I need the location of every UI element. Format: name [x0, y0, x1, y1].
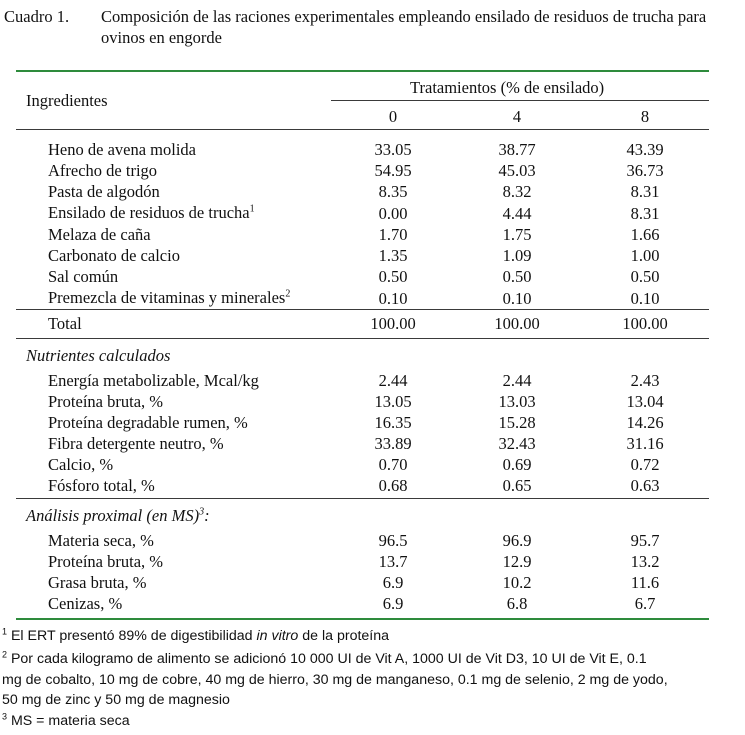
row-value: 32.43: [498, 434, 536, 453]
table-top-rule: [16, 70, 709, 72]
footnote-2-line-3: 50 mg de zinc y 50 mg de magnesio: [2, 692, 230, 708]
row-value: 2.44: [502, 371, 532, 390]
row-value: 1.70: [378, 225, 408, 244]
row-label: Calcio, %: [48, 455, 114, 474]
row-value: 1.09: [502, 246, 532, 265]
caption-title: Composición de las raciones experimentales empleando ensilado de residuos de trucha para ovinos en engorde: [101, 7, 707, 47]
row-value: 6.8: [506, 594, 528, 613]
row-value: 2.44: [378, 371, 408, 390]
footnote-text: MS = materia seca: [7, 713, 130, 729]
row-value: 13.2: [630, 552, 660, 571]
footnote-text: El ERT presentó 89% de digestibilidad: [7, 628, 257, 644]
proximal-heading: [26, 506, 210, 526]
header-bottom-rule: [16, 129, 709, 130]
row-value: 1.66: [630, 225, 660, 244]
footnote-mark: 1: [2, 626, 8, 637]
row-value: 0.50: [630, 267, 660, 286]
proximal-top-rule: [16, 498, 709, 499]
row-label: Proteína degradable rumen, %: [48, 413, 248, 432]
footnote-italic: in vitro: [256, 628, 299, 644]
footnote-2: [2, 650, 647, 669]
header-level-4: 4: [512, 107, 522, 126]
row-label-text: Premezcla de vitaminas y minerales: [48, 288, 286, 307]
row-value: 8.32: [502, 182, 532, 201]
header-treatments-rule: [331, 100, 709, 101]
table-bottom-rule: [16, 618, 709, 620]
row-value: 4.44: [502, 204, 532, 223]
row-value: 0.70: [378, 455, 408, 474]
row-value: 13.7: [378, 552, 408, 571]
row-label: Sal común: [48, 267, 119, 286]
row-value: 45.03: [498, 161, 536, 180]
row-value: 33.89: [374, 434, 412, 453]
footnote-mark: 3: [199, 506, 205, 518]
total-value: 100.00: [494, 314, 540, 333]
row-value: 13.04: [626, 392, 664, 411]
row-label-text: Ensilado de residuos de trucha: [48, 203, 250, 222]
row-value: 96.9: [502, 531, 532, 550]
total-top-rule: [16, 309, 709, 310]
row-value: 6.7: [634, 594, 656, 613]
footnote-1: [2, 627, 389, 646]
nutrients-heading: Nutrientes calculados: [26, 346, 171, 365]
footnote-3: [2, 712, 130, 731]
row-label: [48, 288, 290, 308]
row-label: Energía metabolizable, Mcal/kg: [48, 371, 259, 390]
row-value: 1.00: [630, 246, 660, 265]
row-value: 6.9: [382, 594, 404, 613]
footnote-text: de la proteína: [298, 628, 390, 644]
row-value: 33.05: [374, 140, 412, 159]
row-value: 11.6: [630, 573, 660, 592]
row-value: 0.63: [630, 476, 660, 495]
row-value: 43.39: [626, 140, 664, 159]
footnote-text: Por cada kilogramo de alimento se adicionó 10 000 UI de Vit A, 1000 UI de Vit D3, 10 UI de Vit E, 0.1: [7, 651, 647, 667]
row-value: 13.03: [498, 392, 536, 411]
row-value: 10.2: [502, 573, 532, 592]
row-value: 2.43: [630, 371, 660, 390]
row-value: 96.5: [378, 531, 408, 550]
row-value: 0.10: [378, 289, 408, 308]
header-level-8: 8: [640, 107, 650, 126]
row-label: [48, 203, 255, 223]
total-label: Total: [48, 314, 82, 333]
row-value: 14.26: [626, 413, 664, 432]
header-level-0: 0: [388, 107, 398, 126]
row-value: 1.75: [502, 225, 532, 244]
row-value: 0.00: [378, 204, 408, 223]
footnote-mark: 2: [285, 288, 291, 300]
row-value: 0.10: [502, 289, 532, 308]
row-value: 0.10: [630, 289, 660, 308]
header-ingredients: Ingredientes: [26, 91, 108, 110]
row-value: 0.69: [502, 455, 532, 474]
row-value: 36.73: [626, 161, 664, 180]
row-value: 0.50: [502, 267, 532, 286]
row-value: 15.28: [498, 413, 536, 432]
row-label: Carbonato de calcio: [48, 246, 180, 265]
proximal-heading-colon: :: [204, 506, 210, 525]
footnote-mark: 2: [2, 649, 8, 660]
row-value: 12.9: [502, 552, 532, 571]
row-value: 1.35: [378, 246, 408, 265]
row-label: Afrecho de trigo: [48, 161, 158, 180]
row-label: Fibra detergente neutro, %: [48, 434, 224, 453]
row-value: 8.31: [630, 182, 660, 201]
row-value: 6.9: [382, 573, 404, 592]
row-value: 0.68: [378, 476, 408, 495]
row-label: Cenizas, %: [48, 594, 123, 613]
row-value: 38.77: [498, 140, 536, 159]
row-label: Proteína bruta, %: [48, 552, 164, 571]
row-label: Heno de avena molida: [48, 140, 196, 159]
total-value: 100.00: [370, 314, 416, 333]
row-value: 95.7: [630, 531, 660, 550]
row-value: 8.31: [630, 204, 660, 223]
row-value: 0.50: [378, 267, 408, 286]
row-label: Proteína bruta, %: [48, 392, 164, 411]
total-value: 100.00: [622, 314, 668, 333]
row-label: Materia seca, %: [48, 531, 154, 550]
row-value: 31.16: [626, 434, 664, 453]
row-label: Pasta de algodón: [48, 182, 160, 201]
row-value: 0.65: [502, 476, 532, 495]
footnote-mark: 3: [2, 711, 8, 722]
nutrients-top-rule: [16, 338, 709, 339]
proximal-heading-text: Análisis proximal (en MS): [26, 506, 200, 525]
row-value: 54.95: [374, 161, 412, 180]
footnote-2-line-2: mg de cobalto, 10 mg de cobre, 40 mg de hierro, 30 mg de manganeso, 0.1 mg de selenio, 2 mg de yodo,: [2, 672, 668, 688]
row-value: 0.72: [630, 455, 660, 474]
header-treatments: Tratamientos (% de ensilado): [410, 78, 605, 97]
row-value: 8.35: [378, 182, 408, 201]
row-value: 13.05: [374, 392, 412, 411]
row-label: Melaza de caña: [48, 225, 151, 244]
footnote-mark: 1: [249, 203, 255, 215]
row-value: 16.35: [374, 413, 412, 432]
row-label: Fósforo total, %: [48, 476, 155, 495]
caption-label: Cuadro 1.: [4, 7, 70, 26]
row-label: Grasa bruta, %: [48, 573, 147, 592]
